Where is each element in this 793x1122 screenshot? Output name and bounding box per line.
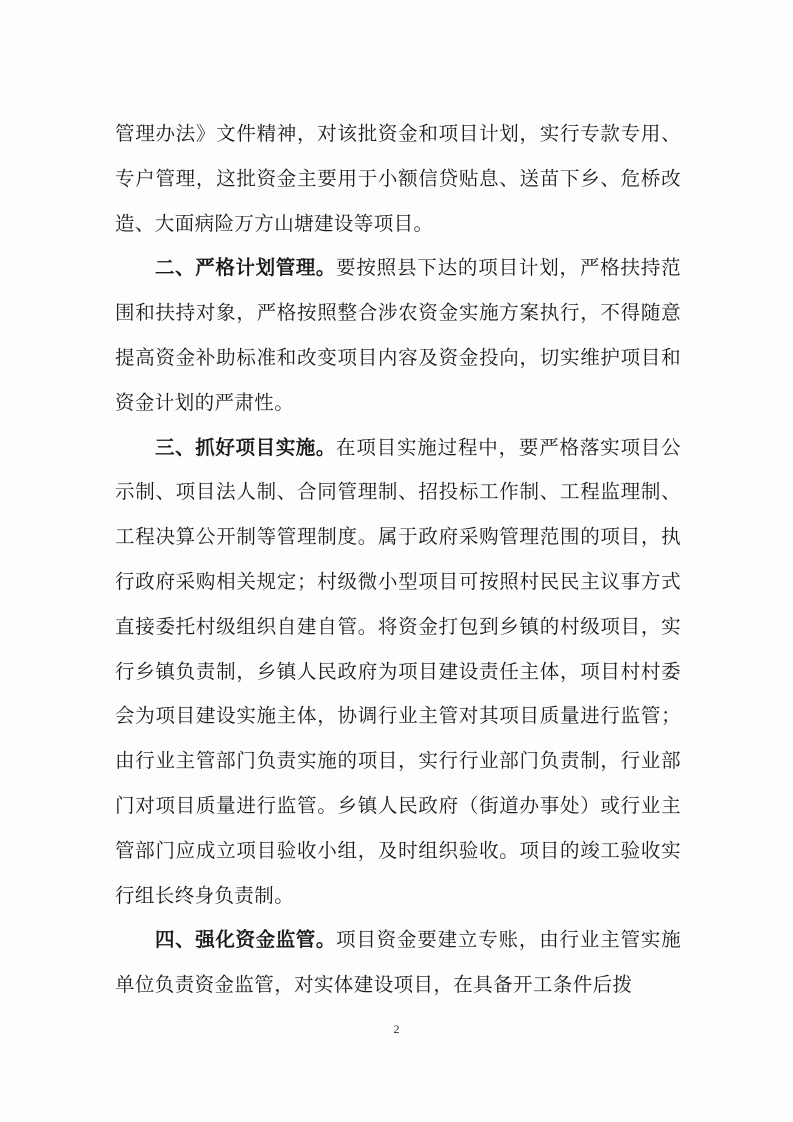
paragraph-text: 项目资金要建立专账，由行业主管实施单位负责资金监管，对实体建设项目，在具备开工条件后拨 <box>115 928 681 997</box>
paragraph-text: 要按照县下达的项目计划，严格扶持范围和扶持对象，严格按照整合涉农资金实施方案执行，不得随意提高资金补助标准和改变项目内容及资金投向，切实维护项目和资金计划的严肃性。 <box>115 256 681 414</box>
section-heading: 四、强化资金监管。 <box>155 928 337 952</box>
paragraph-plan-management <box>115 246 681 425</box>
page-number: 2 <box>393 1022 400 1036</box>
section-heading: 二、严格计划管理。 <box>155 256 337 280</box>
paragraph-text: 管理办法》文件精神，对该批资金和项目计划，实行专款专用、专户管理，这批资金主要用于小额信贷贴息、送苗下乡、危桥改造、大面病险万方山塘建设等项目。 <box>115 122 681 235</box>
section-heading: 三、抓好项目实施。 <box>155 435 337 459</box>
paragraph-text: 在项目实施过程中，要严格落实项目公示制、项目法人制、合同管理制、招投标工作制、工程监理制、工程决算公开制等管理制度。属于政府采购管理范围的项目，执行政府采购相关规定；村级微小型项目可按照村民民主议事方式直接委托村级组织自建自管。将资金打包到乡镇的村级项目，实行乡镇负责制，乡镇人民政府为项目建设责任主体，项目村村委会为项目建设实施主体，协调行业主管对其项目质量进行监管；由行业主管部门负责实施的项目，实行行业部门负责制，行业部门对项目质量进行监管。乡镇人民政府（街道办事处）或行业主管部门应成立项目验收小组，及时组织验收。项目的竣工验收实行组长终身负责制。 <box>115 435 681 907</box>
document-body <box>115 112 681 1008</box>
paragraph-project-implementation <box>115 426 681 919</box>
paragraph-fund-supervision <box>115 918 681 1008</box>
paragraph-continuation <box>115 112 681 246</box>
